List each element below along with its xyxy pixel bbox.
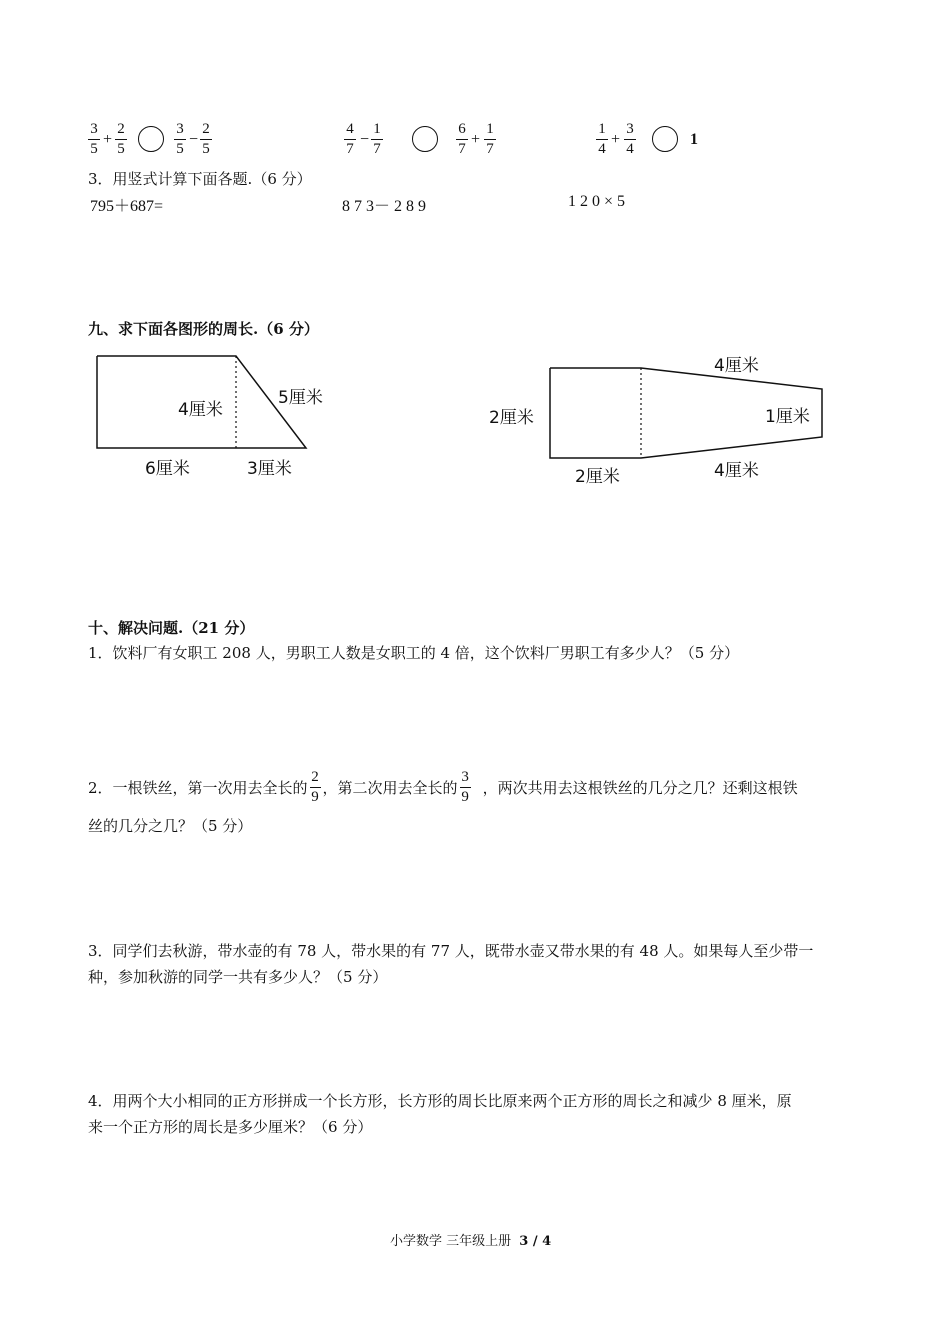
numerator: 2 bbox=[117, 121, 125, 137]
question-2-text-a: 2．一根铁丝，第一次用去全长的 bbox=[88, 778, 308, 797]
denominator: 7 bbox=[373, 141, 381, 157]
perimeter-figures bbox=[0, 0, 950, 520]
label-right: 1厘米 bbox=[765, 407, 810, 427]
problem-2: 8 7 3－ 2 8 9 bbox=[342, 198, 426, 215]
numerator: 4 bbox=[346, 121, 354, 137]
rhs-value: 1 bbox=[690, 131, 698, 148]
denominator: 5 bbox=[176, 141, 184, 157]
fraction bbox=[310, 769, 321, 806]
denominator: 5 bbox=[117, 141, 125, 157]
numerator: 1 bbox=[598, 121, 606, 137]
section-3-title: 3．用竖式计算下面各题.（6 分） bbox=[88, 170, 312, 188]
page-number: 3 / 4 bbox=[519, 1234, 552, 1249]
problem-1: 795＋687= bbox=[90, 198, 164, 215]
question-4-line-1: 4．用两个大小相同的正方形拼成一个长方形，长方形的周长比原来两个正方形的周长之和减少 8 厘米，原 bbox=[88, 1092, 792, 1110]
question-2-text-b: ，第二次用去全长的 bbox=[322, 778, 458, 797]
numerator: 3 bbox=[176, 121, 184, 137]
numerator: 3 bbox=[90, 121, 98, 137]
question-3-line-2: 种，参加秋游的同学一共有多少人？（5 分） bbox=[88, 968, 388, 986]
label-left: 2厘米 bbox=[489, 408, 534, 428]
denominator: 7 bbox=[346, 141, 354, 157]
minus-sign: − bbox=[189, 131, 199, 148]
numerator: 6 bbox=[458, 121, 466, 137]
denominator: 9 bbox=[461, 788, 469, 805]
question-2-text-c: ，两次共用去这根铁丝的几分之几？还剩这根铁 bbox=[482, 778, 798, 797]
label-bottom-left: 6厘米 bbox=[145, 459, 190, 479]
question-2-line-2: 丝的几分之几？（5 分） bbox=[88, 817, 253, 835]
numerator: 2 bbox=[202, 121, 210, 137]
numerator: 3 bbox=[626, 121, 634, 137]
problem-3: 1 2 0 × 5 bbox=[568, 193, 626, 210]
plus-sign: + bbox=[471, 131, 481, 148]
denominator: 7 bbox=[486, 141, 494, 157]
numerator: 1 bbox=[486, 121, 494, 137]
fraction bbox=[460, 769, 471, 806]
numerator: 2 bbox=[311, 768, 319, 785]
label-top: 4厘米 bbox=[714, 356, 759, 376]
label-bottom-right: 3厘米 bbox=[247, 459, 292, 479]
minus-sign: − bbox=[360, 131, 370, 148]
footer-subject: 小学数学 三年级上册 bbox=[390, 1234, 512, 1249]
question-3-line-1: 3．同学们去秋游，带水壶的有 78 人，带水果的有 77 人，既带水壶又带水果的有 48 人。如果每人至少带一 bbox=[88, 942, 814, 960]
numerator: 1 bbox=[373, 121, 381, 137]
section-9-title: 九、求下面各图形的周长.（6 分） bbox=[88, 320, 319, 338]
section-10-title: 十、解决问题.（21 分） bbox=[88, 619, 255, 637]
label-slant: 5厘米 bbox=[278, 388, 323, 408]
page-footer bbox=[390, 1230, 551, 1249]
plus-sign: + bbox=[103, 131, 113, 148]
label-bottom-left-2: 2厘米 bbox=[575, 467, 620, 487]
numerator: 3 bbox=[461, 768, 469, 785]
label-bottom-right-2: 4厘米 bbox=[714, 461, 759, 481]
denominator: 5 bbox=[202, 141, 210, 157]
denominator: 5 bbox=[90, 141, 98, 157]
question-4-line-2: 来一个正方形的周长是多少厘米？（6 分） bbox=[88, 1118, 373, 1136]
denominator: 9 bbox=[311, 788, 319, 805]
plus-sign: + bbox=[611, 131, 621, 148]
denominator: 7 bbox=[458, 141, 466, 157]
denominator: 4 bbox=[626, 141, 634, 157]
label-height: 4厘米 bbox=[178, 400, 223, 420]
question-1: 1．饮料厂有女职工 208 人，男职工人数是女职工的 4 倍，这个饮料厂男职工有多少人？（5 分） bbox=[88, 644, 740, 662]
question-2-line-1 bbox=[88, 767, 798, 807]
denominator: 4 bbox=[598, 141, 606, 157]
